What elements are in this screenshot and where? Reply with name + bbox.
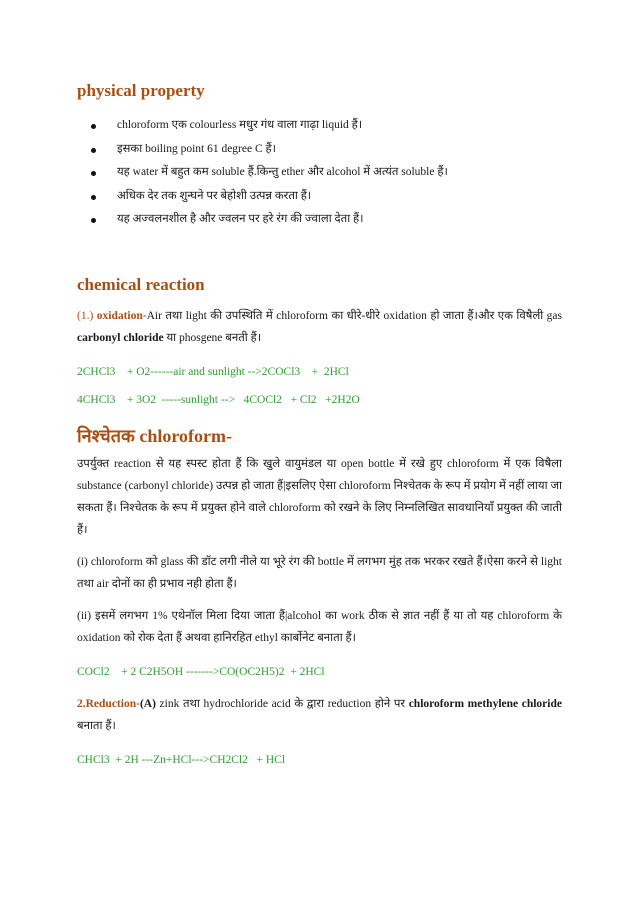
nishchetak-heading-english: chloroform- bbox=[134, 425, 232, 446]
oxidation-text-2: या phosgene बनती हैं। bbox=[163, 331, 262, 344]
oxidation-paragraph bbox=[77, 305, 562, 349]
bullet-icon bbox=[91, 218, 96, 223]
list-item bbox=[77, 185, 562, 209]
chemical-reaction-heading: chemical reaction bbox=[77, 274, 205, 294]
precaution-2-paragraph: (ii) इसमें लगभग 1% एथेनॉल मिला दिया जाता हैं|alcohol का work ठीक से ज्ञात नहीं हैं या तो यह chloroform के oxidation को रोक देता हैं अथवा हानिरहित ethyl कार्बोनेट बनाता हैं। bbox=[77, 609, 562, 644]
reduction-label: 2.Reduction- bbox=[77, 697, 140, 710]
oxidation-label: oxidation- bbox=[96, 309, 147, 322]
nishchetak-heading bbox=[77, 425, 562, 447]
reduction-text-1: zink तथा hydrochloride acid के द्वारा reduction होने पर bbox=[155, 697, 409, 710]
reduction-product: chloroform methylene chloride bbox=[408, 697, 562, 710]
oxidation-text-1: Air तथा light की उपस्थिति में chloroform का धीरे-धीरे oxidation हो जाता हैं।और एक विषैली gas bbox=[146, 309, 562, 322]
physical-property-heading: physical property bbox=[77, 81, 205, 100]
list-item-text: इसका boiling point 61 degree C हैं। bbox=[117, 142, 276, 155]
bullet-icon bbox=[91, 195, 96, 200]
bullet-icon bbox=[91, 171, 96, 176]
list-item-text: यह अज्वलनशील है और ज्वलन पर हरे रंग की ज्वाला देता हैं। bbox=[117, 213, 364, 225]
equation-3: COCl2 + 2 C2H5OH ------->CO(OC2H5)2 + 2HCl bbox=[77, 665, 325, 678]
oxidation-gas-name: carbonyl chloride bbox=[77, 331, 164, 344]
precaution-1-paragraph: (i) chloroform को glass की डॉट लगी नीले या भूरे रंग की bottle में लगभग मुंह तक भरकर रखते हैं।ऐसा करने से light तथा air दोनों का ही प्रभाव नही होता हैं। bbox=[77, 555, 562, 590]
list-item bbox=[77, 208, 562, 232]
list-item bbox=[77, 138, 562, 162]
oxidation-prefix: (1.) bbox=[77, 309, 97, 322]
list-item bbox=[77, 161, 562, 185]
bullet-icon bbox=[91, 148, 96, 153]
list-item-text: अधिक देर तक शुन्घने पर बेहोशी उत्पन्न करता हैं। bbox=[117, 189, 312, 202]
list-item-text: यह water में बहुत कम soluble हैं.किन्तु ether और alcohol में अत्यंत soluble हैं। bbox=[117, 166, 448, 178]
reduction-text-2: बनाता हैं। bbox=[77, 719, 116, 732]
reduction-part-a: (A) bbox=[139, 697, 156, 710]
reduction-paragraph bbox=[77, 693, 562, 737]
equation-2: 4CHCl3 + 3O2 -----sunlight --> 4COCl2 + Cl2 +2H2O bbox=[77, 393, 360, 406]
physical-property-list bbox=[77, 114, 562, 232]
nishchetak-heading-hindi: निश्चेतक bbox=[77, 425, 135, 446]
equation-1: 2CHCl3 + O2------air and sunlight -->2COCl3 + 2HCl bbox=[77, 365, 349, 378]
nishchetak-intro-paragraph: उपर्युक्त reaction से यह स्पस्ट होता हैं कि खुले वायुमंडल या open bottle में रखे हुए chloroform में एक विषैला substance (carbonyl chloride) उत्पन्न हो जाता हैं|इसलिए ऐसा chloroform निश्चेतक के रूप में प्रयोग में नहीं लाया जा सकता हैं। निश्चेतक के रूप में प्रयुक्त होने वाले chloroform को रखने के लिए निम्नलिखित सावधानियाँ प्रयुक्त की जाती हैं। bbox=[77, 457, 562, 536]
list-item bbox=[77, 114, 562, 138]
equation-4: CHCl3 + 2H ---Zn+HCl--->CH2Cl2 + HCl bbox=[77, 753, 286, 766]
bullet-icon bbox=[91, 124, 96, 129]
list-item-text: chloroform एक colourless मधुर गंध वाला गाढ़ा liquid हैं। bbox=[117, 119, 363, 131]
